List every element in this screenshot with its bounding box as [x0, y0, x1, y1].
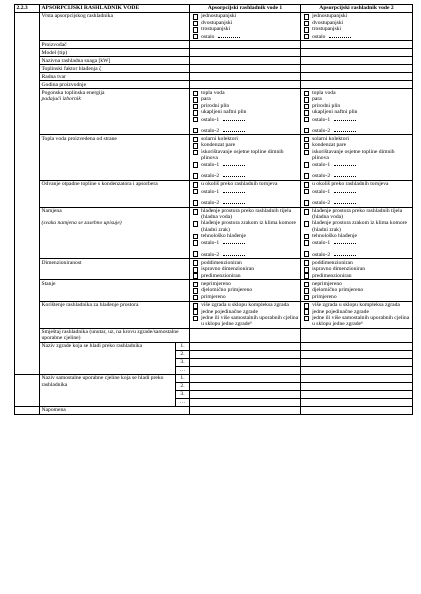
option-label: više zgrada u sklopu kompleksa zgrada [312, 302, 400, 309]
option-label: prirodni plin [312, 102, 341, 109]
checkbox[interactable] [193, 117, 199, 123]
option-label: djelomično primjereno [201, 287, 253, 294]
fill-line[interactable] [223, 161, 245, 166]
label-topla-voda: Topla voda proizvedena od strane [40, 135, 190, 181]
checkbox[interactable] [193, 14, 199, 20]
option-label: u okoliš preko rashladnih tornjeva [312, 181, 389, 188]
option-label: ostalo-1 [201, 162, 220, 169]
row-dimenzioniranost [15, 259, 413, 280]
checkbox[interactable] [193, 150, 199, 156]
column-header-2: Apsorpcijski rashladnik vode 2 [301, 5, 413, 13]
option-label: dvostupanjski [312, 19, 344, 26]
option-label: primjereno [312, 293, 337, 300]
input-cell[interactable] [301, 350, 413, 358]
fill-line[interactable] [223, 116, 245, 121]
label-koristenje: Korištenje rashladnika za hlađenje prostora [40, 301, 190, 328]
fill-line[interactable] [223, 239, 245, 244]
option-label: predimenzioniran [201, 272, 241, 279]
row-odvanje [15, 181, 413, 208]
options-odvanje-1 [190, 181, 301, 208]
option-label: para [201, 96, 211, 103]
row-proizvodac [15, 41, 413, 49]
row-index: 2. [176, 382, 190, 390]
options-topla-voda-1 [190, 135, 301, 181]
option-label: ostalo-1 [201, 116, 220, 123]
option-label: tehnološko hlađenje [201, 232, 247, 239]
fill-line[interactable] [334, 116, 356, 121]
options-namjena-2 [301, 207, 413, 258]
options-topla-voda-2 [301, 135, 413, 181]
option-label: solarni kolektori [201, 135, 238, 142]
options-dimenzioniranost-2 [301, 259, 413, 280]
checkbox[interactable] [193, 240, 199, 246]
checkbox[interactable] [304, 162, 310, 168]
checkbox[interactable] [193, 137, 199, 143]
input-cell[interactable] [190, 73, 301, 81]
pogonska-dropdown-hint: padajući izbornik [41, 95, 81, 102]
input-cell[interactable] [190, 49, 301, 57]
checkbox[interactable] [304, 240, 310, 246]
checkbox[interactable] [304, 21, 310, 27]
option-label: ostalo-2 [312, 200, 331, 207]
label-faktor: Toplinski faktor hlađenja ζ [40, 65, 190, 73]
checkbox[interactable] [304, 128, 310, 134]
options-dimenzioniranost-1 [190, 259, 301, 280]
option-label: ostalo-2 [201, 200, 220, 207]
checkbox[interactable] [193, 182, 199, 188]
checkbox[interactable] [304, 104, 310, 110]
namjena-title: Namjena [41, 208, 62, 215]
option-label: iskorištavanje osjetne topline dimnih plinova [201, 148, 284, 162]
input-cell[interactable] [301, 49, 413, 57]
option-label: više zgrada u sklopu kompleksa zgrada [201, 302, 289, 309]
input-cell[interactable] [190, 350, 301, 358]
input-cell[interactable] [190, 41, 301, 49]
label-radna-tvar: Radna tvar [40, 73, 190, 81]
checkbox[interactable] [304, 34, 310, 40]
checkbox[interactable] [193, 110, 199, 116]
option-label: tehnološko hlađenje [312, 232, 358, 239]
checkbox[interactable] [304, 91, 310, 97]
fill-line[interactable] [334, 127, 356, 132]
option-label: neprimjereno [312, 280, 342, 287]
option-label: trostupanjski [201, 26, 231, 33]
checkbox[interactable] [193, 316, 199, 322]
option-label: jednostupanjski [201, 13, 237, 20]
option-label: ostalo-2 [312, 127, 331, 134]
label-naziv-zgrade: Naziv zgrade koja se hladi preko rashladnika [40, 342, 176, 374]
input-cell[interactable] [190, 398, 301, 406]
row-index: … [176, 366, 190, 374]
option-label: ostalo-2 [201, 251, 220, 258]
checkbox[interactable] [193, 267, 199, 273]
input-cell[interactable] [190, 81, 301, 89]
option-label: primjereno [201, 293, 226, 300]
checkbox[interactable] [304, 143, 310, 149]
option-label: jednostupanjski [312, 13, 348, 20]
option-label: ostalo [312, 33, 326, 40]
checkbox[interactable] [304, 14, 310, 20]
input-cell[interactable] [301, 374, 413, 382]
checkbox[interactable] [193, 282, 199, 288]
label-smjestaj: Smještaj rashladnika (unutar, uz, na krovu zgrade/samostalne uporabne cjeline) [40, 328, 190, 342]
option-label: ostalo-1 [312, 162, 331, 169]
input-cell[interactable] [301, 73, 413, 81]
option-label: ispravno dimenzioniran [201, 266, 255, 273]
pogonska-title: Pogonska toplinska energija [41, 89, 105, 96]
checkbox[interactable] [193, 162, 199, 168]
input-cell[interactable] [301, 382, 413, 390]
row-topla-voda [15, 135, 413, 181]
input-cell[interactable] [190, 65, 301, 73]
checkbox[interactable] [304, 251, 310, 257]
fill-line[interactable] [334, 188, 356, 193]
row-radna-tvar [15, 73, 413, 81]
input-cell[interactable] [301, 366, 413, 374]
input-cell[interactable] [190, 382, 301, 390]
option-label: ostalo-2 [312, 251, 331, 258]
row-faktor [15, 65, 413, 73]
fill-line[interactable] [329, 33, 351, 38]
row-koristenje [15, 301, 413, 328]
fill-line[interactable] [223, 127, 245, 132]
label-naziv-cjeline: Naziv samostalne uporabne cjeline koja se hladi preko rashladnika [40, 374, 176, 406]
checkbox[interactable] [193, 273, 199, 279]
options-pogonska-2 [301, 89, 413, 135]
checkbox[interactable] [193, 288, 199, 294]
fill-line[interactable] [223, 172, 245, 177]
input-cell[interactable] [190, 366, 301, 374]
option-label: solarni kolektori [312, 135, 349, 142]
row-snaga [15, 57, 413, 65]
checkbox[interactable] [193, 251, 199, 257]
checkbox[interactable] [304, 110, 310, 116]
row-model [15, 49, 413, 57]
input-cell[interactable] [190, 57, 301, 65]
option-label: jedne ili više samostalnih uporabnih cjelina u sklopu jedne zgrade⁶ [201, 315, 299, 328]
checkbox[interactable] [193, 104, 199, 110]
option-label: ostalo-2 [201, 173, 220, 180]
options-vrsta-1 [190, 12, 301, 40]
section-number: 2.2.3 [15, 5, 40, 13]
option-label: trostupanjski [312, 26, 342, 33]
option-label: kondenzat pare [312, 142, 347, 149]
row-naziv-cjeline-1 [15, 374, 413, 382]
option-label: poddimenzioniran [201, 259, 242, 266]
row-index: … [176, 398, 190, 406]
fill-line[interactable] [334, 239, 356, 244]
fill-line[interactable] [334, 199, 356, 204]
input-cell[interactable] [301, 398, 413, 406]
checkbox[interactable] [304, 137, 310, 143]
row-naziv-zgrade-1 [15, 342, 413, 350]
option-label: ostalo-2 [201, 127, 220, 134]
input-cell[interactable] [301, 328, 413, 342]
option-label: ispravno dimenzioniran [312, 266, 366, 273]
checkbox[interactable] [193, 21, 199, 27]
namjena-hint: (svaka namjena se zasebno upisuje) [41, 220, 122, 227]
input-cell[interactable] [190, 342, 301, 350]
checkbox[interactable] [193, 173, 199, 179]
row-vrsta [15, 12, 413, 40]
options-vrsta-2 [301, 12, 413, 40]
option-label: para [312, 96, 322, 103]
options-namjena-1 [190, 207, 301, 258]
fill-line[interactable] [218, 33, 240, 38]
header-row [15, 5, 413, 13]
option-label: neprimjereno [201, 280, 231, 287]
row-index: 1. [176, 374, 190, 382]
chiller-form-table [14, 4, 413, 415]
checkbox[interactable] [304, 221, 310, 227]
section-title: APSORPCIJSKI RASHLADNIK VODE [40, 5, 190, 13]
checkbox[interactable] [304, 173, 310, 179]
checkbox[interactable] [304, 309, 310, 315]
checkbox[interactable] [304, 189, 310, 195]
option-label: ostalo-1 [201, 240, 220, 247]
label-snaga: Nazivna rashladna snaga [kW] [40, 57, 190, 65]
label-dimenzioniranost: Dimenzioniranost [40, 259, 190, 280]
label-stanje: Stanje [40, 280, 190, 301]
checkbox[interactable] [193, 260, 199, 266]
row-index: 3. [176, 390, 190, 398]
row-index: 1. [176, 342, 190, 350]
options-stanje-2 [301, 280, 413, 301]
input-cell[interactable] [301, 81, 413, 89]
option-label: ostalo-2 [312, 173, 331, 180]
input-cell[interactable] [301, 358, 413, 366]
label-namjena [40, 207, 190, 258]
label-godina: Godina proizvodnje [40, 81, 190, 89]
option-label: ostalo-1 [312, 116, 331, 123]
row-stanje [15, 280, 413, 301]
input-cell[interactable] [190, 390, 301, 398]
options-pogonska-1 [190, 89, 301, 135]
input-cell[interactable] [301, 390, 413, 398]
column-header-1: Apsorpcijski rashladnik vode 1 [190, 5, 301, 13]
option-label: ukapljeni naftni plin [312, 109, 358, 116]
options-stanje-1 [190, 280, 301, 301]
checkbox[interactable] [193, 128, 199, 134]
option-label: kondenzat pare [201, 142, 236, 149]
row-smjestaj [15, 328, 413, 342]
input-cell[interactable] [301, 342, 413, 350]
checkbox[interactable] [304, 27, 310, 33]
option-label: predimenzioniran [312, 272, 352, 279]
option-label: hlađenje prostora zrakom iz klima komore (hladni zrak) [201, 220, 297, 233]
label-proizvodac: Proizvođač [40, 41, 190, 49]
options-koristenje-1 [190, 301, 301, 328]
input-cell[interactable] [190, 328, 301, 342]
label-odvanje: Odvanje otpadne topline s kondenzatora i apsorbera [40, 181, 190, 208]
checkbox[interactable] [304, 288, 310, 294]
checkbox[interactable] [304, 234, 310, 240]
input-cell[interactable] [301, 65, 413, 73]
checkbox[interactable] [193, 309, 199, 315]
checkbox[interactable] [304, 200, 310, 206]
option-label: ukapljeni naftni plin [201, 109, 247, 116]
option-label: prirodni plin [201, 102, 230, 109]
option-label: ostalo-1 [312, 240, 331, 247]
option-label: ostalo-1 [201, 188, 220, 195]
checkbox[interactable] [193, 234, 199, 240]
option-label: poddimenzioniran [312, 259, 353, 266]
left-margin-cell [15, 406, 40, 414]
checkbox[interactable] [193, 34, 199, 40]
checkbox[interactable] [304, 182, 310, 188]
label-vrsta: Vrsta apsorpcijskog rashladnika [40, 12, 190, 40]
row-index: 3. [176, 358, 190, 366]
checkbox[interactable] [304, 303, 310, 309]
checkbox[interactable] [304, 209, 310, 215]
input-cell[interactable] [190, 374, 301, 382]
row-index: 2. [176, 350, 190, 358]
option-label: ostalo-1 [312, 188, 331, 195]
fill-line[interactable] [223, 199, 245, 204]
fill-line[interactable] [223, 251, 245, 256]
fill-line[interactable] [334, 172, 356, 177]
options-koristenje-2 [301, 301, 413, 328]
option-label: hlađenje prostora preko rashladnih tijela (hladna voda) [312, 208, 403, 221]
checkbox[interactable] [193, 27, 199, 33]
checkbox[interactable] [193, 303, 199, 309]
checkbox[interactable] [304, 273, 310, 279]
checkbox[interactable] [304, 267, 310, 273]
checkbox[interactable] [304, 295, 310, 301]
option-label: jedne ili više samostalnih uporabnih cjelina u sklopu jedne zgrade⁶ [312, 315, 410, 328]
checkbox[interactable] [304, 260, 310, 266]
option-label: u okoliš preko rashladnih tornjeva [201, 181, 278, 188]
label-pogonska [40, 89, 190, 135]
checkbox[interactable] [304, 316, 310, 322]
option-label: topla voda [312, 89, 336, 96]
option-label: hlađenje prostora preko rashladnih tijela (hladna voda) [201, 208, 292, 221]
input-cell[interactable] [190, 358, 301, 366]
checkbox[interactable] [193, 97, 199, 103]
option-label: jedne pojedinačne zgrade [312, 308, 369, 315]
checkbox[interactable] [304, 117, 310, 123]
checkbox[interactable] [304, 150, 310, 156]
row-godina [15, 81, 413, 89]
checkbox[interactable] [193, 209, 199, 215]
option-label: iskorištavanje osjetne topline dimnih plinova [312, 148, 395, 162]
fill-line[interactable] [334, 251, 356, 256]
label-model: Model (tip) [40, 49, 190, 57]
options-odvanje-2 [301, 181, 413, 208]
checkbox[interactable] [193, 200, 199, 206]
checkbox[interactable] [304, 282, 310, 288]
checkbox[interactable] [193, 143, 199, 149]
input-cell[interactable] [190, 406, 301, 414]
checkbox[interactable] [193, 91, 199, 97]
fill-line[interactable] [223, 188, 245, 193]
row-pogonska [15, 89, 413, 135]
option-label: hlađenje prostora zrakom iz klima komore (hladni zrak) [312, 220, 408, 233]
option-label: topla voda [201, 89, 225, 96]
label-napomena: Napomena [40, 406, 190, 414]
input-cell[interactable] [301, 41, 413, 49]
left-margin-cell [15, 374, 40, 406]
checkbox[interactable] [193, 189, 199, 195]
left-margin-cell [15, 12, 40, 374]
row-napomena [15, 406, 413, 414]
checkbox[interactable] [304, 97, 310, 103]
option-label: ostalo [201, 33, 215, 40]
checkbox[interactable] [193, 295, 199, 301]
checkbox[interactable] [193, 221, 199, 227]
option-label: jedne pojedinačne zgrade [201, 308, 258, 315]
row-namjena [15, 207, 413, 258]
input-cell[interactable] [301, 57, 413, 65]
option-label: dvostupanjski [201, 19, 233, 26]
fill-line[interactable] [334, 161, 356, 166]
input-cell[interactable] [301, 406, 413, 414]
option-label: djelomično primjereno [312, 287, 364, 294]
